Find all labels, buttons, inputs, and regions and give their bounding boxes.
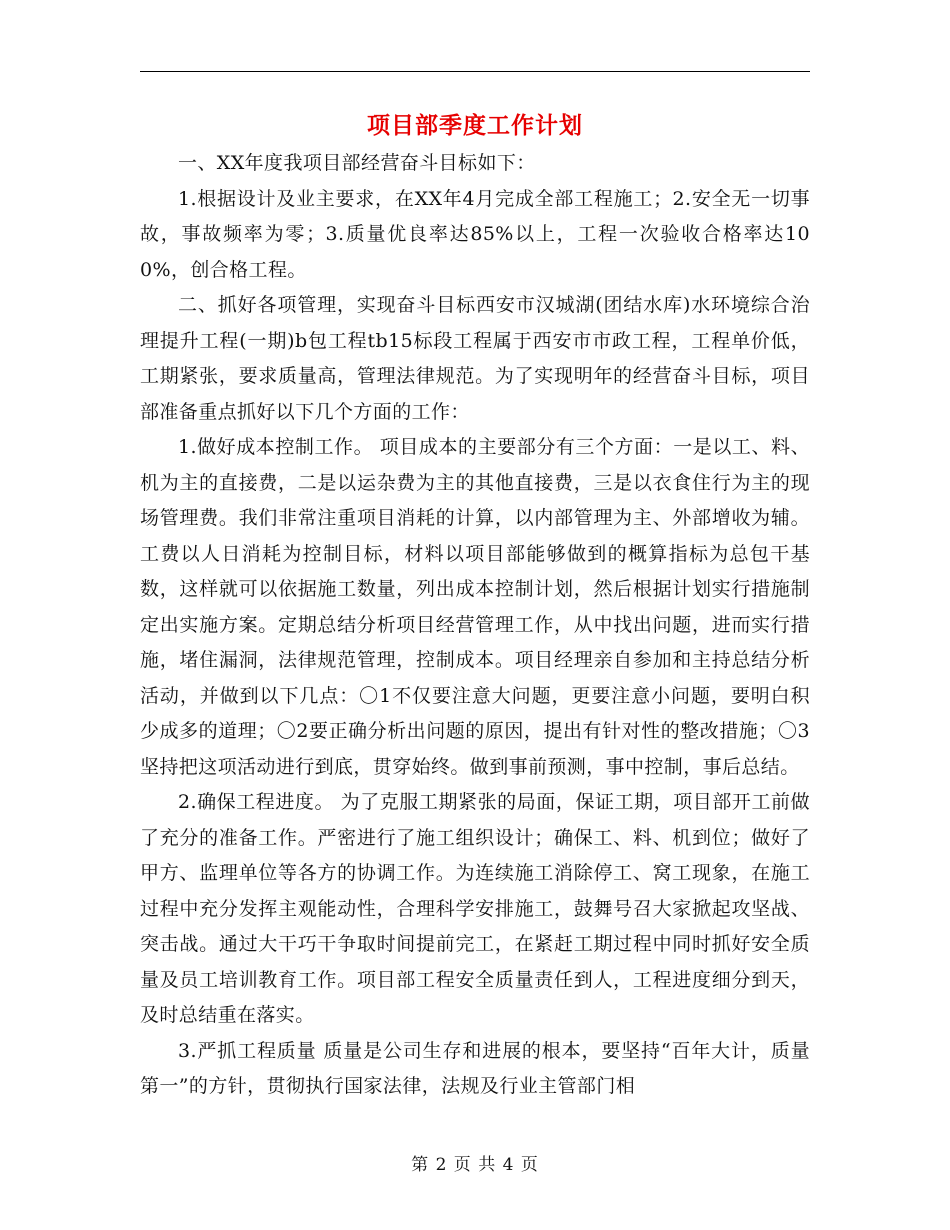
header-rule (140, 71, 810, 72)
paragraph-quality: 3.严抓工程质量 质量是公司生存和进展的根本，要坚持“百年大计，质量第一”的方针，贯彻执行国家法律，法规及行业主管部门相 (140, 1039, 810, 1097)
document-title: 项目部季度工作计划 (367, 112, 583, 139)
paragraph-management-heading: 二、抓好各项管理，实现奋斗目标西安市汉城湖(团结水库)水环境综合治理提升工程(一期)b包工程tb15标段工程属于西安市市政工程，工程单价低，工期紧张，要求质量高，管理法律规范。为了实现明年的经营奋斗目标，项目部准备重点抓好以下几个方面的工作： (140, 294, 810, 423)
paragraph-goals-heading: 一、XX年度我项目部经营奋斗目标如下： (178, 152, 536, 174)
paragraph-goals-list: 1.根据设计及业主要求，在XX年4月完成全部工程施工；2.安全无一切事故，事故频率为零；3.质量优良率达85%以上，工程一次验收合格率达100%，创合格工程。 (140, 187, 810, 281)
document-body (140, 146, 810, 1105)
page-number-footer: 第 2 页 共 4 页 (411, 1155, 539, 1175)
paragraph-schedule: 2.确保工程进度。 为了克服工期紧张的局面，保证工期，项目部开工前做了充分的准备工作。严密进行了施工组织设计；确保工、料、机到位；做好了甲方、监理单位等各方的协调工作。为连续施工消除停工、窝工现象，在施工过程中充分发挥主观能动性，合理科学安排施工，鼓舞号召大家掀起攻坚战、突击战。通过大干巧干争取时间提前完工，在紧赶工期过程中同时抓好安全质量及员工培训教育工作。项目部工程安全质量责任到人，工程进度细分到天，及时总结重在落实。 (140, 791, 810, 1026)
paragraph-cost-control: 1.做好成本控制工作。 项目成本的主要部分有三个方面：一是以工、料、机为主的直接费，二是以运杂费为主的其他直接费，三是以衣食住行为主的现场管理费。我们非常注重项目消耗的计算，以内部管理为主、外部增收为辅。工费以人日消耗为控制目标，材料以项目部能够做到的概算指标为总包干基数，这样就可以依据施工数量，列出成本控制计划，然后根据计划实行措施制定出实施方案。定期总结分析项目经营管理工作，从中找出问题，进而实行措施，堵住漏洞，法律规范管理，控制成本。项目经理亲自参加和主持总结分析活动，并做到以下几点：〇1不仅要注意大问题，更要注意小问题，要明白积少成多的道理；〇2要正确分析出问题的原因，提出有针对性的整改措施；〇3坚持把这项活动进行到底，贯穿始终。做到事前预测，事中控制，事后总结。 (140, 436, 810, 778)
